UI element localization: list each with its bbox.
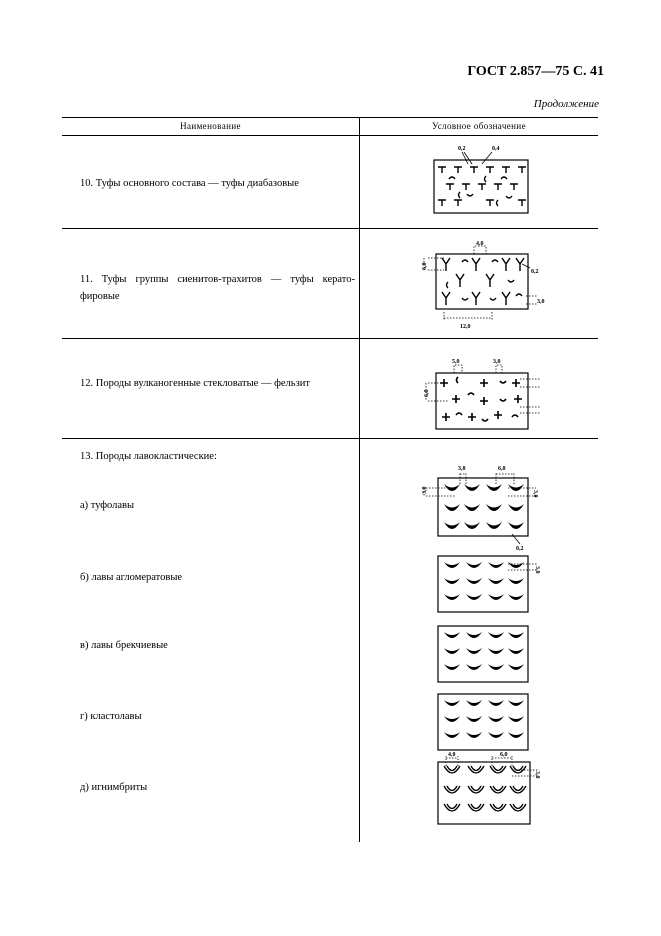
symbol-felsite	[420, 355, 550, 435]
symbol-agglomerate-lava	[430, 550, 550, 616]
dim-label: 3,0	[532, 490, 538, 498]
column-divider	[359, 117, 360, 842]
column-header-name: Наименование	[180, 121, 241, 131]
row-name: а) туфолавы	[80, 500, 135, 511]
dim-label: 3,0	[534, 566, 540, 574]
dim-label: 6,0	[422, 262, 428, 270]
dim-label: 6,0	[500, 752, 508, 758]
table-head-rule	[62, 135, 598, 136]
column-header-symbol: Условное обозначение	[432, 121, 526, 131]
symbol-breccia-lava	[430, 620, 530, 686]
row-name: д) игнимбриты	[80, 782, 148, 793]
symbol-tufolava	[418, 462, 548, 552]
row-name: 10. Туфы основного состава — туфы диабазовые	[80, 178, 299, 189]
row-name: г) кластолавы	[80, 711, 142, 722]
row-divider	[62, 438, 598, 439]
row-name: 11. Туфы группы сиенитов-трахитов — туфы керато-фировые	[80, 274, 355, 302]
dim-label: 0,2	[516, 546, 524, 552]
row-name: в) лавы брекчиевые	[80, 640, 168, 651]
dim-label: 4,0	[476, 241, 484, 247]
document-reference: ГОСТ 2.857—75 С. 41	[467, 64, 604, 79]
row-divider	[62, 338, 598, 339]
row-name: 12. Породы вулканогенные стекловатые — фельзит	[80, 378, 310, 389]
dim-label: 0,4	[492, 146, 500, 152]
symbol-keratophyre-tuff	[418, 240, 548, 330]
dim-label: 4,0	[448, 752, 456, 758]
table-top-rule	[62, 117, 598, 118]
dim-label: 6,0	[424, 389, 430, 397]
dim-label: 6,0	[498, 466, 506, 472]
row-name: 13. Породы лавокластические:	[80, 451, 217, 462]
symbol-diabase-tuff	[420, 140, 540, 220]
dim-label: 3,0	[422, 486, 428, 494]
row-name: б) лавы агломератовые	[80, 572, 183, 583]
symbol-ignimbrite	[430, 748, 550, 828]
dim-label: 12,0	[460, 324, 471, 330]
continuation-label: Продолжение	[533, 98, 599, 110]
dim-label: 0,2	[458, 146, 466, 152]
dim-label: 5,0	[452, 359, 460, 365]
row-divider	[62, 228, 598, 229]
dim-label: 3,0	[537, 299, 545, 305]
dim-label: 0,2	[531, 269, 539, 275]
symbol-clastolava	[430, 688, 530, 754]
dim-label: 3,0	[493, 359, 501, 365]
dim-label: 3,0	[458, 466, 466, 472]
dim-label: 3,0	[534, 771, 540, 779]
